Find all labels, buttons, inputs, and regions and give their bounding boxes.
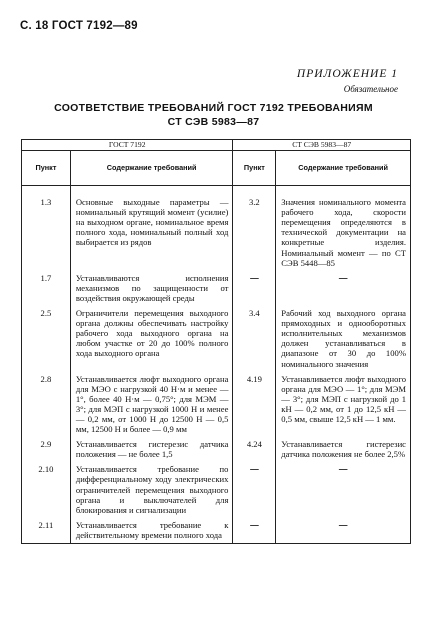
table-row <box>22 273 411 308</box>
left-item-number: 1.3 <box>22 186 71 273</box>
right-requirement-text: Значения номинального момента рабочего хода, скорости перемещения определяются в технической документации на конкретные изделия. Номинальный момент — по СТ СЭВ 5448—85 <box>276 186 411 273</box>
right-item-number: — <box>233 273 276 308</box>
document-title-line2: СТ СЭВ 5983—87 <box>167 116 260 128</box>
left-requirement-text: Устанавливается требование к действительному времени полного хода <box>70 520 233 544</box>
left-item-number: 2.8 <box>22 374 71 440</box>
left-requirement-text: Ограничители перемещения выходного органа должны обеспечивать настройку рабочего хода выходного органа на любом участке от 20 до 100% полного хода выходного органа <box>70 308 233 374</box>
right-item-number: — <box>233 464 276 519</box>
col-header-content: Содержание требований <box>70 151 233 186</box>
left-requirement-text: Устанавливается требование по дифференциальному ходу электрических ограничителей перемещения выходного органа и выключателей для блокирования и сигнализации <box>70 464 233 519</box>
appendix-subtitle: Обязательное <box>343 84 398 94</box>
document-title-line1: СООТВЕТСТВИЕ ТРЕБОВАНИЙ ГОСТ 7192 ТРЕБОВАНИЯМ <box>54 102 373 114</box>
right-item-number: 3.4 <box>233 308 276 374</box>
left-requirement-text: Устанавливаются исполнения механизмов по защищенности от воздействия окружающей среды <box>70 273 233 308</box>
left-requirement-text: Основные выходные параметры — номинальный крутящий момент (усилие) на выходном органе, номинальное время полного хода, номинальный полный ход выбирается из рядов <box>70 186 233 273</box>
group-header-gost: ГОСТ 7192 <box>22 140 233 151</box>
left-item-number: 2.5 <box>22 308 71 374</box>
group-header-st-sev: СТ СЭВ 5983—87 <box>233 140 411 151</box>
table-row <box>22 308 411 374</box>
document-title <box>0 101 427 129</box>
right-item-number: — <box>233 520 276 544</box>
right-item-number: 4.19 <box>233 374 276 440</box>
page-header: С. 18 ГОСТ 7192—89 <box>20 20 138 32</box>
appendix-title: ПРИЛОЖЕНИЕ 1 <box>296 68 398 80</box>
right-item-number: 4.24 <box>233 439 276 464</box>
col-header-item-right: Пункт <box>233 151 276 186</box>
table-row <box>22 464 411 519</box>
table-row <box>22 374 411 440</box>
right-requirement-text: Устанавливается люфт выходного органа для МЭО — 1°; для МЭМ — 3°; для МЭП с нагрузкой до 1 кН — 0,2 мм, от 1 до 12,5 кН — 0,5 мм, свыше 12,5 кН — 1 мм. <box>276 374 411 440</box>
left-item-number: 1.7 <box>22 273 71 308</box>
right-requirement-text: — <box>276 273 411 308</box>
col-header-content-right: Содержание требований <box>276 151 411 186</box>
left-requirement-text: Устанавливается гистерезис датчика положения — не более 1,5 <box>70 439 233 464</box>
right-requirement-text: — <box>276 520 411 544</box>
table-row <box>22 520 411 544</box>
left-item-number: 2.11 <box>22 520 71 544</box>
left-item-number: 2.9 <box>22 439 71 464</box>
col-header-item: Пункт <box>22 151 71 186</box>
left-requirement-text: Устанавливается люфт выходного органа для МЭО с нагрузкой 40 Н·м и менее — 1°, более 40 Н·м — 0,75°; для МЭМ — 3°; для МЭП с нагрузкой 1000 Н и менее — 0,2 мм, от 1000 Н до 12500 Н — 0,5 мм, 12500 Н и более — 0,9 мм <box>70 374 233 440</box>
right-requirement-text: Устанавливается гистерезис датчика положения не более 2,5% <box>276 439 411 464</box>
right-requirement-text: Рабочий ход выходного органа прямоходных и однооборотных исполнительных механизмов должен устанавливаться в диапазоне от 30 до 100% номинального значения <box>276 308 411 374</box>
right-requirement-text: — <box>276 464 411 519</box>
table-row <box>22 439 411 464</box>
right-item-number: 3.2 <box>233 186 276 273</box>
appendix-label <box>297 68 398 94</box>
requirements-table <box>21 139 411 544</box>
table-row <box>22 186 411 273</box>
left-item-number: 2.10 <box>22 464 71 519</box>
